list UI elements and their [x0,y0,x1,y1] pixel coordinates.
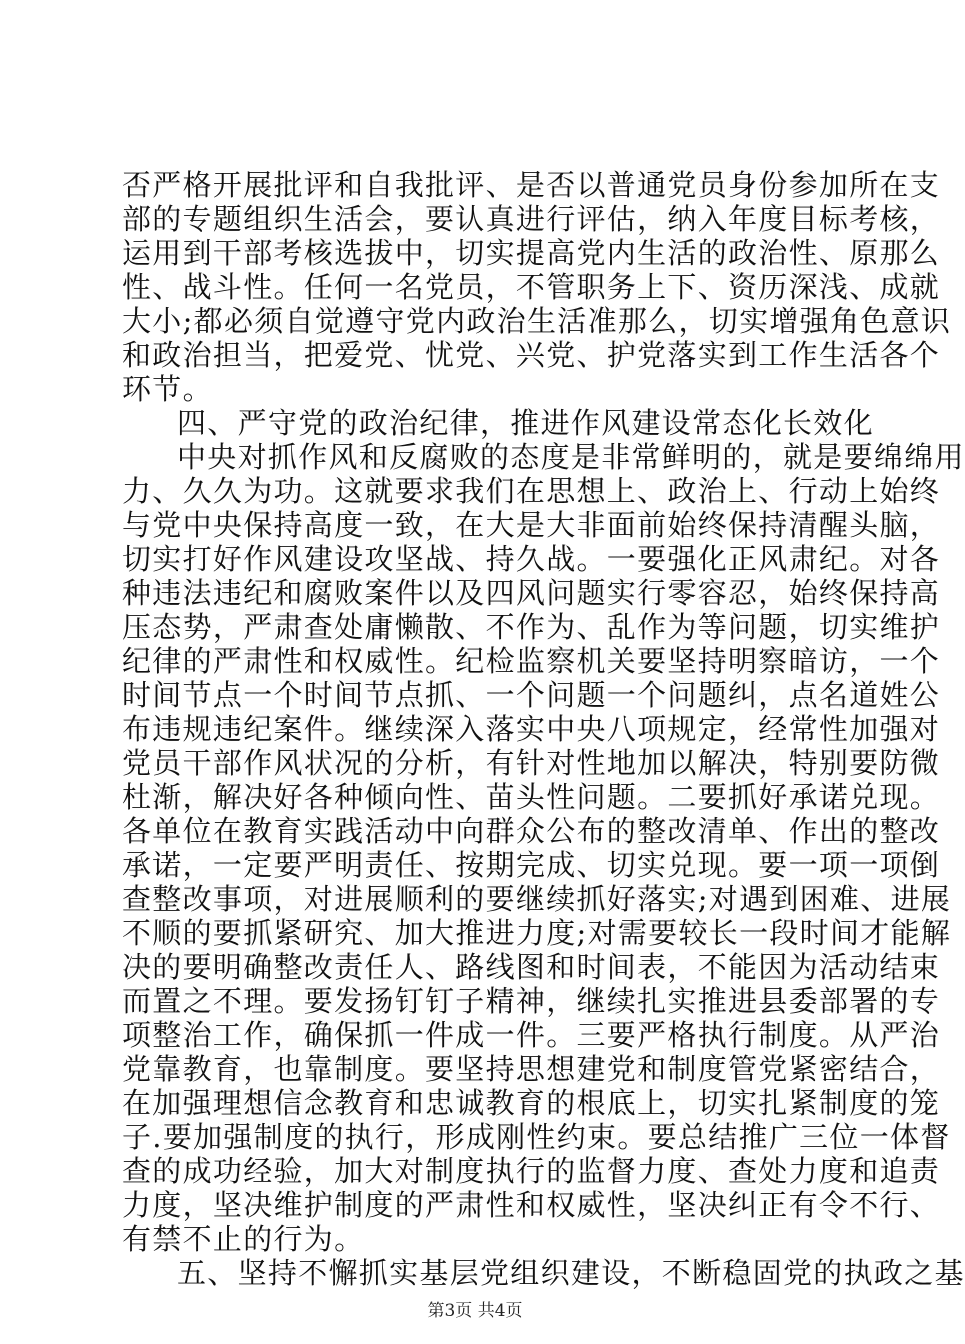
section-heading: 四、严守党的政治纪律，推进作风建设常态化长效化 [177,406,874,440]
text-line: 与党中央保持高度一致，在大是大非面前始终保持清醒头脑， [122,508,941,542]
text-line: 党员干部作风状况的分析，有针对性地加以解决，特别要防微 [122,746,941,780]
text-line: 而置之不理。要发扬钉钉子精神，继续扎实推进县委部署的专 [122,984,941,1018]
page-footer: 第3页 共4页 [427,1301,523,1321]
text-line: 在加强理想信念教育和忠诚教育的根底上，切实扎紧制度的笼 [122,1086,941,1120]
text-line: 和政治担当，把爱党、忧党、兴党、护党落实到工作生活各个 [122,338,941,372]
text-line: 党靠教育，也靠制度。要坚持思想建党和制度管党紧密结合， [122,1052,941,1086]
text-line: 力、久久为功。这就要求我们在思想上、政治上、行动上始终 [122,474,941,508]
text-line: 种违法违纪和腐败案件以及四风问题实行零容忍，始终保持高 [122,576,941,610]
text-line: 压态势，严肃查处庸懒散、不作为、乱作为等问题，切实维护 [122,610,941,644]
text-line: 项整治工作，确保抓一件成一件。三要严格执行制度。从严治 [122,1018,941,1052]
text-line: 纪律的严肃性和权威性。纪检监察机关要坚持明察暗访，一个 [122,644,941,678]
text-line: 决的要明确整改责任人、路线图和时间表，不能因为活动结束 [122,950,941,984]
section-heading: 五、坚持不懈抓实基层党组织建设，不断稳固党的执政之基 [177,1256,965,1290]
text-line: 环节。 [122,372,213,406]
text-line: 不顺的要抓紧研究、加大推进力度;对需要较长一段时间才能解 [122,916,952,950]
text-line: 性、战斗性。任何一名党员，不管职务上下、资历深浅、成就 [122,270,941,304]
text-line: 各单位在教育实践活动中向群众公布的整改清单、作出的整改 [122,814,941,848]
text-line: 否严格开展批评和自我批评、是否以普通党员身份参加所在支 [122,168,941,202]
text-line: 杜渐，解决好各种倾向性、苗头性问题。二要抓好承诺兑现。 [122,780,941,814]
text-line: 运用到干部考核选拔中，切实提高党内生活的政治性、原那么 [122,236,941,270]
text-line: 承诺，一定要严明责任、按期完成、切实兑现。要一项一项倒 [122,848,941,882]
text-line: 子.要加强制度的执行，形成刚性约束。要总结推广三位一体督 [122,1120,951,1154]
text-line: 中央对抓作风和反腐败的态度是非常鲜明的，就是要绵绵用 [177,440,965,474]
text-line: 部的专题组织生活会，要认真进行评估，纳入年度目标考核， [122,202,941,236]
text-line: 大小;都必须自觉遵守党内政治生活准那么，切实增强角色意识 [122,304,952,338]
text-line: 时间节点一个时间节点抓、一个问题一个问题纠，点名道姓公 [122,678,941,712]
text-line: 力度，坚决维护制度的严肃性和权威性，坚决纠正有令不行、 [122,1188,941,1222]
text-line: 查整改事项，对进展顺利的要继续抓好落实;对遇到困难、进展 [122,882,952,916]
text-line: 切实打好作风建设攻坚战、持久战。一要强化正风肃纪。对各 [122,542,941,576]
text-line: 有禁不止的行为。 [122,1222,365,1256]
text-line: 查的成功经验，加大对制度执行的监督力度、查处力度和追责 [122,1154,941,1188]
text-line: 布违规违纪案件。继续深入落实中央八项规定，经常性加强对 [122,712,941,746]
